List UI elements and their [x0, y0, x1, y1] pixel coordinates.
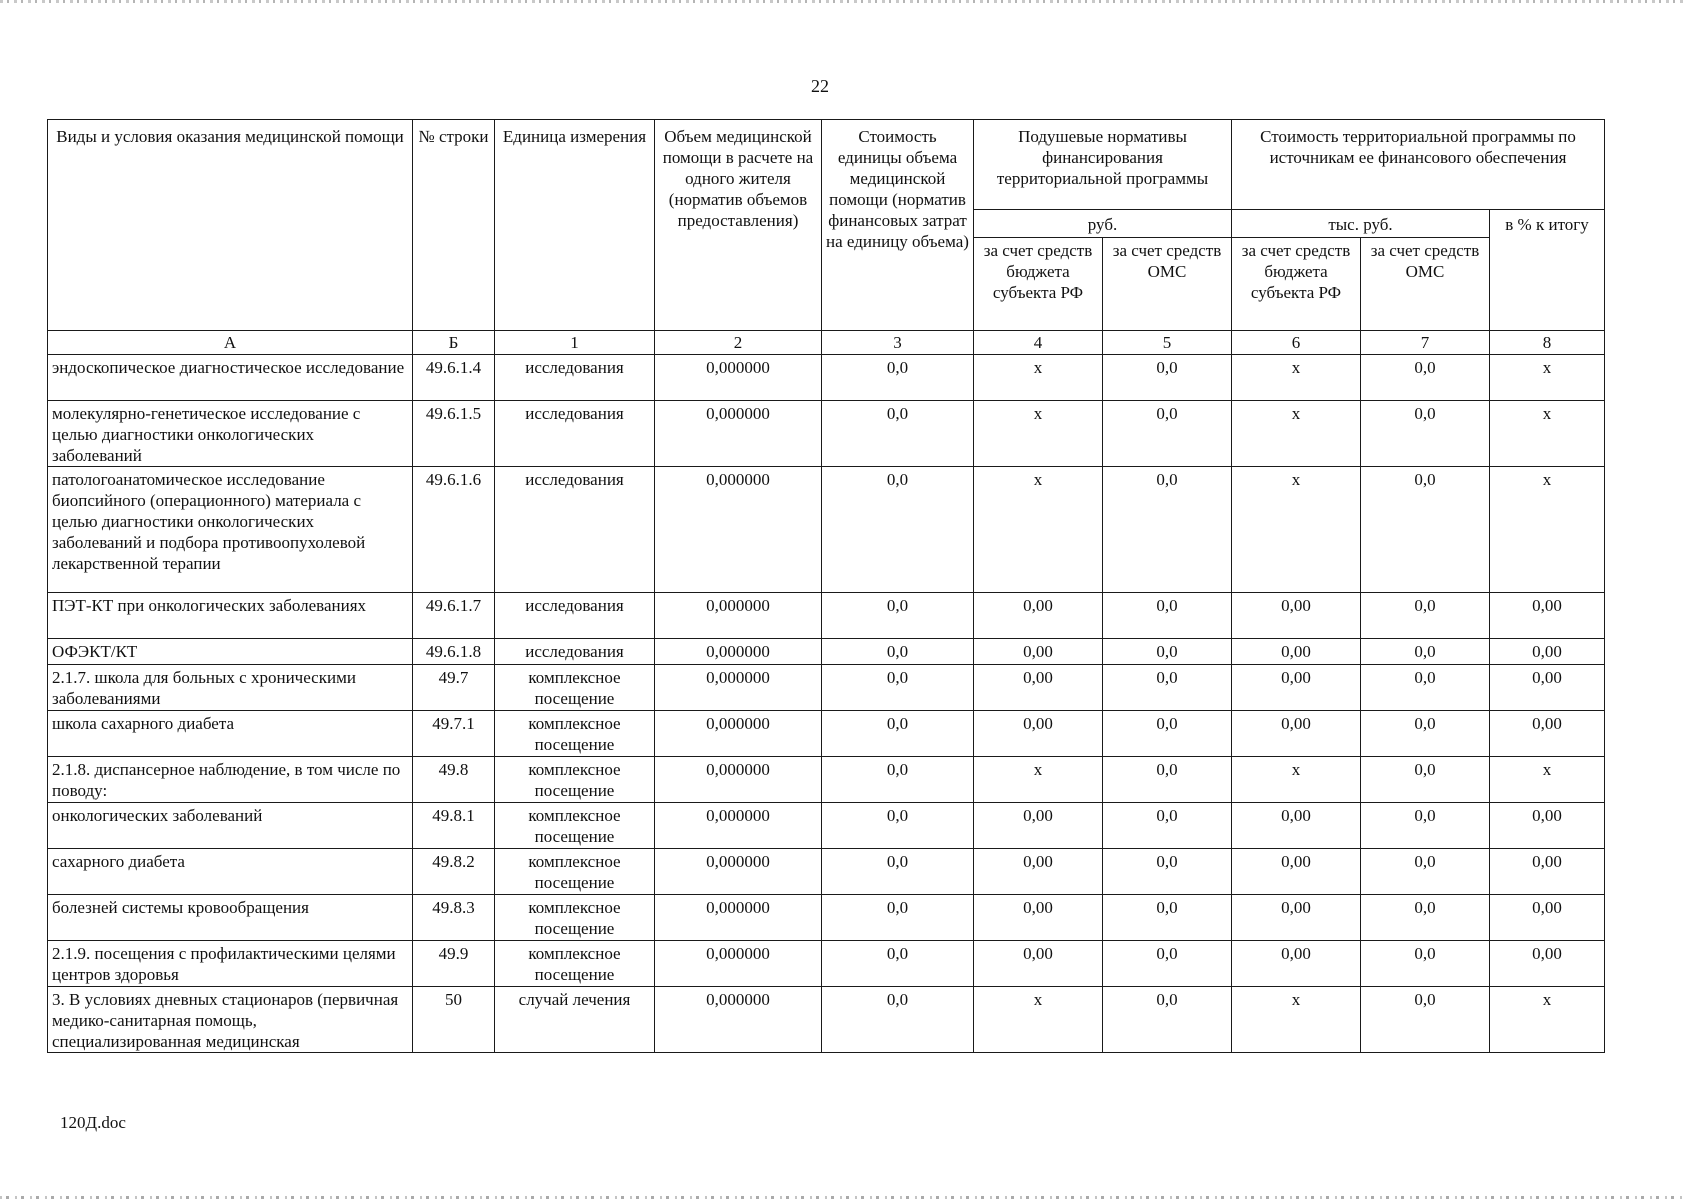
row-percent-total: 0,00	[1490, 593, 1605, 639]
column-index: 4	[974, 331, 1103, 355]
table-row	[48, 895, 1605, 941]
row-volume: 0,000000	[655, 401, 822, 467]
row-percent-total: 0,00	[1490, 849, 1605, 895]
row-name: ОФЭКТ/КТ	[48, 639, 413, 665]
row-oms-cost: 0,0	[1361, 803, 1490, 849]
row-number: 49.6.1.4	[413, 355, 495, 401]
table-body	[48, 331, 1605, 1053]
row-oms-cost: 0,0	[1361, 941, 1490, 987]
row-oms-cost: 0,0	[1361, 757, 1490, 803]
row-budget-cost: 0,00	[1232, 849, 1361, 895]
row-percent-total: 0,00	[1490, 711, 1605, 757]
header-percent-total: в % к итогу	[1490, 210, 1605, 331]
row-name: ПЭТ-КТ при онкологических заболеваниях	[48, 593, 413, 639]
row-number: 49.6.1.8	[413, 639, 495, 665]
row-oms-percapita: 0,0	[1103, 665, 1232, 711]
column-index-row	[48, 331, 1605, 355]
row-oms-cost: 0,0	[1361, 665, 1490, 711]
row-unit: комплексное посещение	[495, 711, 655, 757]
row-oms-cost: 0,0	[1361, 987, 1490, 1053]
row-number: 49.6.1.7	[413, 593, 495, 639]
row-cost: 0,0	[822, 941, 974, 987]
row-percent-total: х	[1490, 401, 1605, 467]
row-name: 2.1.9. посещения с профилактическими целями центров здоровья	[48, 941, 413, 987]
row-budget-percapita: 0,00	[974, 593, 1103, 639]
header-cost-sources-group: Стоимость территориальной программы по источникам ее финансового обеспечения	[1232, 120, 1605, 210]
table-row	[48, 639, 1605, 665]
row-number: 49.7.1	[413, 711, 495, 757]
row-oms-cost: 0,0	[1361, 711, 1490, 757]
row-volume: 0,000000	[655, 803, 822, 849]
table-row	[48, 757, 1605, 803]
header-row-number: № строки	[413, 120, 495, 331]
column-index: 6	[1232, 331, 1361, 355]
row-oms-percapita: 0,0	[1103, 803, 1232, 849]
row-cost: 0,0	[822, 355, 974, 401]
row-number: 49.6.1.6	[413, 467, 495, 593]
row-budget-percapita: 0,00	[974, 941, 1103, 987]
header-oms-cost: за счет средств ОМС	[1361, 238, 1490, 331]
row-name: болезней системы кровообращения	[48, 895, 413, 941]
row-unit: комплексное посещение	[495, 757, 655, 803]
row-number: 49.8.1	[413, 803, 495, 849]
row-unit: исследования	[495, 593, 655, 639]
row-percent-total: х	[1490, 467, 1605, 593]
row-cost: 0,0	[822, 757, 974, 803]
row-number: 50	[413, 987, 495, 1053]
table-row	[48, 467, 1605, 593]
row-unit: комплексное посещение	[495, 941, 655, 987]
row-unit: комплексное посещение	[495, 849, 655, 895]
medical-care-table	[47, 119, 1605, 1053]
header-budget-cost: за счет средств бюджета субъекта РФ	[1232, 238, 1361, 331]
table-row	[48, 593, 1605, 639]
column-index: 5	[1103, 331, 1232, 355]
row-budget-percapita: 0,00	[974, 639, 1103, 665]
row-oms-cost: 0,0	[1361, 895, 1490, 941]
header-unit-rub: руб.	[974, 210, 1232, 238]
row-oms-percapita: 0,0	[1103, 639, 1232, 665]
page-number: 22	[811, 76, 829, 96]
row-cost: 0,0	[822, 711, 974, 757]
row-oms-cost: 0,0	[1361, 849, 1490, 895]
row-budget-cost: х	[1232, 401, 1361, 467]
row-budget-cost: х	[1232, 757, 1361, 803]
row-oms-cost: 0,0	[1361, 593, 1490, 639]
table-row	[48, 987, 1605, 1053]
row-name: эндоскопическое диагностическое исследование	[48, 355, 413, 401]
row-percent-total: 0,00	[1490, 895, 1605, 941]
row-cost: 0,0	[822, 639, 974, 665]
scan-edge-top	[0, 0, 1686, 3]
row-percent-total: 0,00	[1490, 665, 1605, 711]
row-budget-percapita: 0,00	[974, 711, 1103, 757]
row-number: 49.6.1.5	[413, 401, 495, 467]
row-unit: комплексное посещение	[495, 895, 655, 941]
column-index: 2	[655, 331, 822, 355]
table-row	[48, 803, 1605, 849]
table-row	[48, 665, 1605, 711]
row-oms-percapita: 0,0	[1103, 849, 1232, 895]
row-name: 2.1.7. школа для больных с хроническими заболеваниями	[48, 665, 413, 711]
row-budget-percapita: 0,00	[974, 665, 1103, 711]
row-unit: исследования	[495, 355, 655, 401]
row-oms-percapita: 0,0	[1103, 401, 1232, 467]
row-volume: 0,000000	[655, 467, 822, 593]
row-cost: 0,0	[822, 593, 974, 639]
row-name: онкологических заболеваний	[48, 803, 413, 849]
row-budget-cost: 0,00	[1232, 941, 1361, 987]
row-unit: комплексное посещение	[495, 665, 655, 711]
row-budget-percapita: х	[974, 467, 1103, 593]
row-volume: 0,000000	[655, 593, 822, 639]
row-oms-percapita: 0,0	[1103, 941, 1232, 987]
row-volume: 0,000000	[655, 941, 822, 987]
row-unit: комплексное посещение	[495, 803, 655, 849]
row-name: 3. В условиях дневных стационаров (первичная медико-санитарная помощь, специализированная медицинская	[48, 987, 413, 1053]
row-budget-cost: х	[1232, 467, 1361, 593]
row-name: молекулярно-генетическое исследование с целью диагностики онкологических заболеваний	[48, 401, 413, 467]
row-budget-percapita: х	[974, 757, 1103, 803]
table-header	[48, 120, 1605, 331]
row-budget-cost: 0,00	[1232, 803, 1361, 849]
header-percapita-group: Подушевые нормативы финансирования территориальной программы	[974, 120, 1232, 210]
row-budget-cost: 0,00	[1232, 711, 1361, 757]
row-oms-percapita: 0,0	[1103, 711, 1232, 757]
row-name: школа сахарного диабета	[48, 711, 413, 757]
row-cost: 0,0	[822, 401, 974, 467]
header-cost: Стоимость единицы объема медицинской помощи (норматив финансовых затрат на единицу объема)	[822, 120, 974, 331]
row-budget-percapita: 0,00	[974, 849, 1103, 895]
column-index: 1	[495, 331, 655, 355]
row-budget-percapita: 0,00	[974, 895, 1103, 941]
row-volume: 0,000000	[655, 757, 822, 803]
row-unit: исследования	[495, 467, 655, 593]
column-index: Б	[413, 331, 495, 355]
table-row	[48, 355, 1605, 401]
table-row	[48, 941, 1605, 987]
row-budget-percapita: 0,00	[974, 803, 1103, 849]
row-budget-percapita: х	[974, 401, 1103, 467]
row-budget-percapita: х	[974, 355, 1103, 401]
row-name: 2.1.8. диспансерное наблюдение, в том числе по поводу:	[48, 757, 413, 803]
row-oms-cost: 0,0	[1361, 639, 1490, 665]
row-number: 49.8.2	[413, 849, 495, 895]
row-number: 49.8	[413, 757, 495, 803]
row-unit: исследования	[495, 401, 655, 467]
row-volume: 0,000000	[655, 711, 822, 757]
row-budget-cost: 0,00	[1232, 593, 1361, 639]
row-name: сахарного диабета	[48, 849, 413, 895]
footer-filename: 120Д.doc	[60, 1113, 126, 1132]
row-oms-cost: 0,0	[1361, 401, 1490, 467]
row-budget-cost: х	[1232, 355, 1361, 401]
header-budget-percapita: за счет средств бюджета субъекта РФ	[974, 238, 1103, 331]
row-volume: 0,000000	[655, 895, 822, 941]
row-oms-percapita: 0,0	[1103, 987, 1232, 1053]
row-budget-cost: 0,00	[1232, 665, 1361, 711]
row-budget-percapita: х	[974, 987, 1103, 1053]
row-budget-cost: х	[1232, 987, 1361, 1053]
row-cost: 0,0	[822, 849, 974, 895]
table-row	[48, 849, 1605, 895]
row-budget-cost: 0,00	[1232, 895, 1361, 941]
row-budget-cost: 0,00	[1232, 639, 1361, 665]
scan-edge-bottom	[0, 1196, 1686, 1199]
row-cost: 0,0	[822, 665, 974, 711]
row-number: 49.9	[413, 941, 495, 987]
table-row	[48, 401, 1605, 467]
column-index: А	[48, 331, 413, 355]
column-index: 7	[1361, 331, 1490, 355]
row-volume: 0,000000	[655, 639, 822, 665]
row-volume: 0,000000	[655, 987, 822, 1053]
row-oms-cost: 0,0	[1361, 467, 1490, 593]
row-volume: 0,000000	[655, 849, 822, 895]
row-cost: 0,0	[822, 987, 974, 1053]
row-oms-percapita: 0,0	[1103, 355, 1232, 401]
row-cost: 0,0	[822, 467, 974, 593]
header-volume: Объем медицинской помощи в расчете на одного жителя (норматив объемов предоставления)	[655, 120, 822, 331]
row-number: 49.8.3	[413, 895, 495, 941]
row-percent-total: х	[1490, 355, 1605, 401]
header-unit: Единица измерения	[495, 120, 655, 331]
row-unit: исследования	[495, 639, 655, 665]
row-oms-percapita: 0,0	[1103, 467, 1232, 593]
row-unit: случай лечения	[495, 987, 655, 1053]
row-percent-total: 0,00	[1490, 639, 1605, 665]
row-oms-cost: 0,0	[1361, 355, 1490, 401]
header-types: Виды и условия оказания медицинской помощи	[48, 120, 413, 331]
header-unit-thousand-rub: тыс. руб.	[1232, 210, 1490, 238]
row-percent-total: х	[1490, 757, 1605, 803]
row-oms-percapita: 0,0	[1103, 895, 1232, 941]
table-row	[48, 711, 1605, 757]
column-index: 8	[1490, 331, 1605, 355]
row-percent-total: 0,00	[1490, 803, 1605, 849]
column-index: 3	[822, 331, 974, 355]
row-percent-total: х	[1490, 987, 1605, 1053]
row-number: 49.7	[413, 665, 495, 711]
row-volume: 0,000000	[655, 665, 822, 711]
row-oms-percapita: 0,0	[1103, 593, 1232, 639]
row-oms-percapita: 0,0	[1103, 757, 1232, 803]
row-volume: 0,000000	[655, 355, 822, 401]
row-cost: 0,0	[822, 895, 974, 941]
header-oms-percapita: за счет средств ОМС	[1103, 238, 1232, 331]
row-cost: 0,0	[822, 803, 974, 849]
row-name: патологоанатомическое исследование биопсийного (операционного) материала с целью диагностики онкологических заболеваний и подбора противоопухолевой лекарственной терапии	[48, 467, 413, 593]
row-percent-total: 0,00	[1490, 941, 1605, 987]
